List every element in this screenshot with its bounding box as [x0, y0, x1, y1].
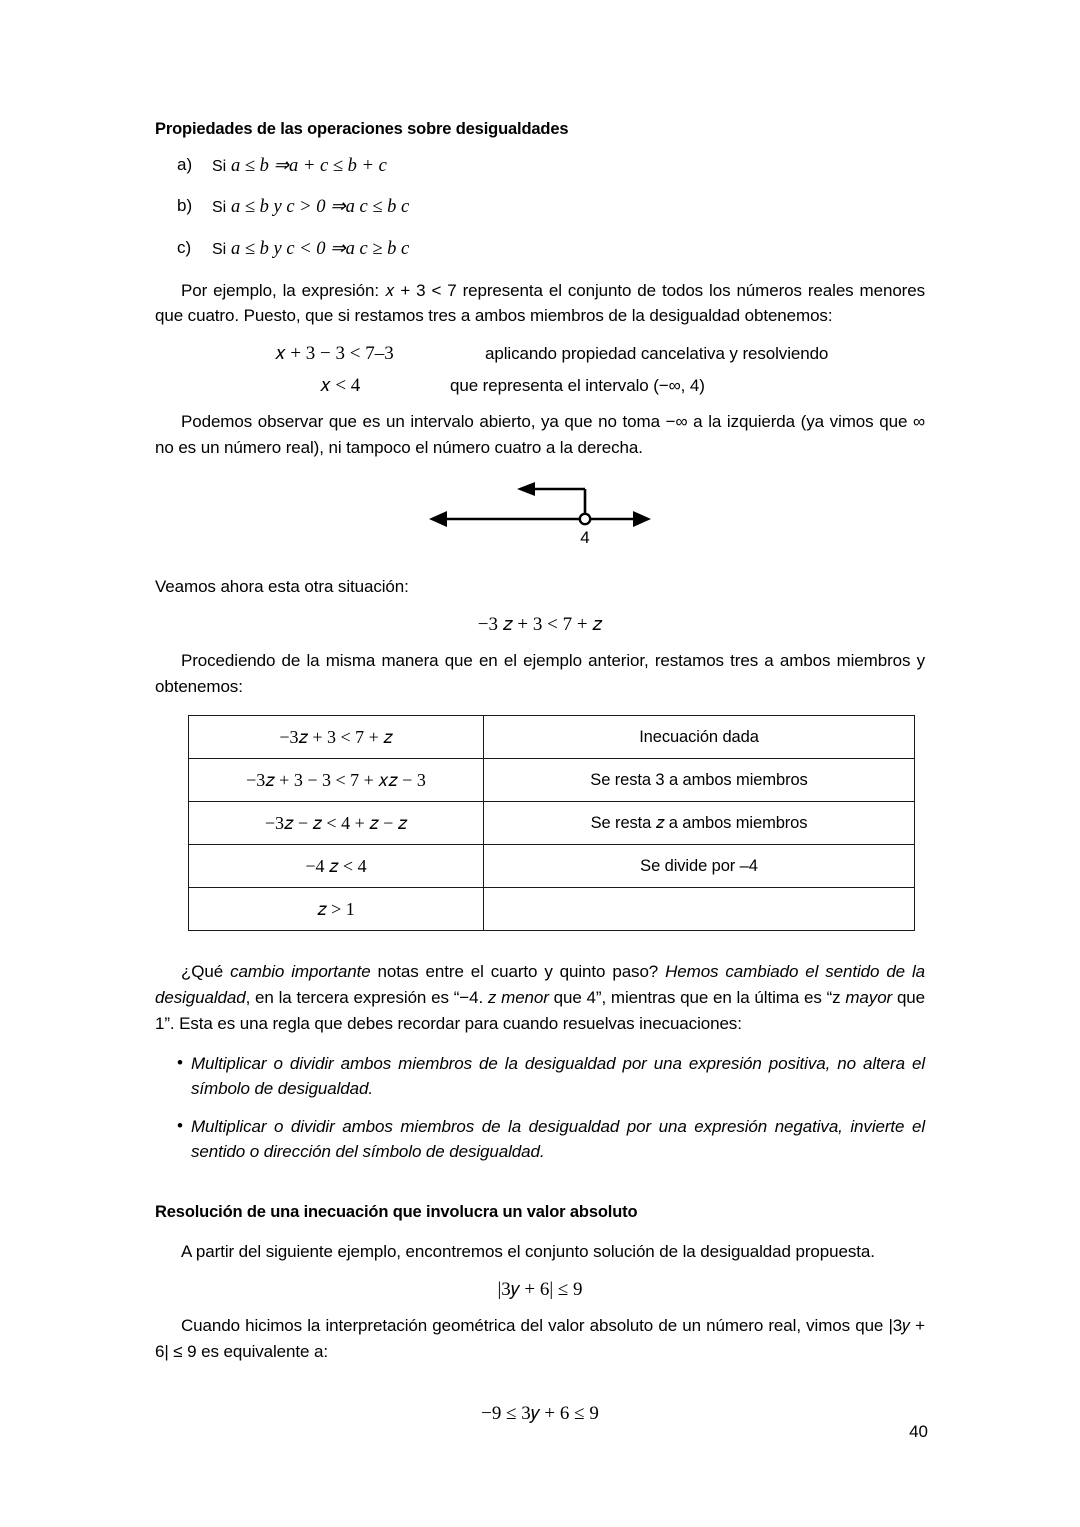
derivation-block — [155, 343, 925, 397]
page-content — [155, 118, 925, 1437]
paragraph-question — [155, 959, 925, 1036]
list-marker-a: a) — [177, 155, 193, 175]
table-row — [189, 888, 915, 931]
table-cell-reason — [484, 888, 915, 931]
derivation-row-2 — [155, 375, 925, 397]
section-heading-properties: Propiedades de las operaciones sobre desigualdades — [155, 120, 569, 138]
question-part-3: , en la tercera expresión es “−4. — [245, 988, 488, 1008]
derivation-equation-2: 𝑥 < 4 — [320, 375, 361, 397]
question-emphasis-1: cambio importante — [230, 962, 371, 982]
paragraph-procedure: Procediendo de la misma manera que en el ejemplo anterior, restamos tres a ambos miembros y obtenemos: — [155, 650, 925, 696]
property-a-prefix: Si — [212, 158, 227, 176]
table-row — [189, 802, 915, 845]
equation-block-absolute-2 — [155, 1403, 925, 1425]
table-cell-expression: −3𝑧 + 3 < 7 + 𝑧 — [189, 716, 484, 759]
question-part-4: que 4”, mientras que en la última es “z — [548, 988, 846, 1008]
question-emphasis-2: Hemos cambiado el sentido de la desigualdad — [155, 962, 926, 1008]
table-row — [189, 716, 915, 759]
question-part-2: notas entre el cuarto y quinto paso? — [370, 962, 666, 982]
open-circle-marker-icon — [580, 514, 590, 524]
list-item-property-c — [155, 237, 925, 261]
table-row — [189, 759, 915, 802]
derivation-row-1 — [155, 343, 925, 365]
paragraph-absolute-intro: A partir del siguiente ejemplo, encontremos el conjunto solución de la desigualdad propuesta. — [181, 1242, 875, 1262]
table-cell-expression: −3𝑧 − 𝑧 < 4 + 𝑧 − 𝑧 — [189, 802, 484, 845]
page-number: 40 — [909, 1422, 928, 1441]
list-item-property-b — [155, 195, 925, 219]
arrowhead-upper-left-icon — [517, 482, 535, 496]
equation-block-absolute-1 — [155, 1279, 925, 1301]
table-cell-reason: Se resta 𝑧 a ambos miembros — [484, 802, 915, 845]
equation-block-situation — [155, 614, 925, 636]
number-line-svg — [425, 477, 655, 547]
property-c-prefix: Si — [212, 240, 227, 258]
steps-table-body — [189, 716, 915, 931]
number-line-point-label: 4 — [580, 527, 590, 547]
equation-situation: −3 𝑧 + 3 < 7 + 𝑧 — [477, 613, 603, 635]
spacer — [155, 947, 925, 959]
list-item-property-a — [155, 154, 925, 178]
property-a-expression: a ≤ b ⇒a + c ≤ b + c — [230, 156, 387, 177]
list-marker-b: b) — [177, 196, 193, 216]
property-b-prefix: Si — [212, 199, 227, 217]
paragraph-open-interval: Podemos observar que es un intervalo abierto, ya que no toma −∞ a la izquierda (ya vimos que ∞ no es un número real), ni tampoco el número cuatro a la derecha. — [155, 412, 925, 458]
spacer — [155, 1379, 925, 1391]
table-cell-expression: −4 𝑧 < 4 — [189, 845, 484, 888]
bullet-icon: • — [177, 1115, 183, 1135]
section-heading-absolute-value: Resolución de una inecuación que involucra un valor absoluto — [155, 1202, 638, 1221]
question-part-5: que 1”. Esta es una regla que debes recordar para cuando resuelvas inecuaciones: — [155, 988, 926, 1034]
question-emphasis-4: mayor — [845, 988, 893, 1008]
paragraph-situation-intro: Veamos ahora esta otra situación: — [155, 576, 409, 596]
table-cell-expression: −3𝑧 + 3 − 3 < 7 + 𝑥𝑧 − 3 — [189, 759, 484, 802]
list-marker-c: c) — [177, 237, 192, 257]
property-b-expression: a ≤ b y c > 0 ⇒a c ≤ b c — [230, 197, 410, 218]
table-cell-reason: Se resta 3 a ambos miembros — [484, 759, 915, 802]
question-emphasis-3: z menor — [487, 988, 549, 1008]
equation-absolute-1: |3𝑦 + 6| ≤ 9 — [497, 1279, 583, 1301]
properties-list — [155, 154, 925, 260]
paragraph-example-intro: Por ejemplo, la expresión: 𝑥 + 3 < 7 representa el conjunto de todos los números reales menores que cuatro. Puesto, que si restamos tres a ambos miembros de la desigualdad obtenemos: — [155, 280, 925, 326]
list-item-rule-positive — [155, 1051, 925, 1102]
arrowhead-right-icon — [633, 511, 651, 527]
rule-positive-text: Multiplicar o dividir ambos miembros de la desigualdad por una expresión positiva, no altera el símbolo de desigualdad. — [191, 1053, 925, 1099]
derivation-note-2: que representa el intervalo (−∞, 4) — [450, 376, 705, 396]
equation-absolute-2: −9 ≤ 3𝑦 + 6 ≤ 9 — [481, 1402, 599, 1424]
table-cell-expression: 𝑧 > 1 — [189, 888, 484, 931]
question-part-1: ¿Qué — [181, 962, 231, 982]
arrowhead-left-icon — [429, 511, 447, 527]
derivation-equation-1: 𝑥 + 3 − 3 < 7–3 — [275, 343, 394, 365]
derivation-note-1: aplicando propiedad cancelativa y resolviendo — [485, 344, 829, 364]
spacer — [155, 1177, 925, 1201]
table-cell-reason: Se divide por –4 — [484, 845, 915, 888]
list-item-rule-negative — [155, 1114, 925, 1165]
rule-negative-text: Multiplicar o dividir ambos miembros de la desigualdad por una expresión negativa, invierte el sentido o dirección del símbolo de desigualdad. — [191, 1116, 925, 1162]
paragraph-geometric-interpretation: Cuando hicimos la interpretación geométrica del valor absoluto de un número real, vimos que |3𝑦 + 6| ≤ 9 es equivalente a: — [155, 1316, 925, 1361]
property-c-expression: a ≤ b y c < 0 ⇒a c ≥ b c — [230, 238, 410, 259]
table-row — [189, 845, 915, 888]
number-line-figure — [155, 477, 925, 552]
steps-table — [188, 715, 915, 931]
rules-list — [155, 1051, 925, 1165]
bullet-icon: • — [177, 1052, 183, 1072]
table-cell-reason: Inecuación dada — [484, 716, 915, 759]
